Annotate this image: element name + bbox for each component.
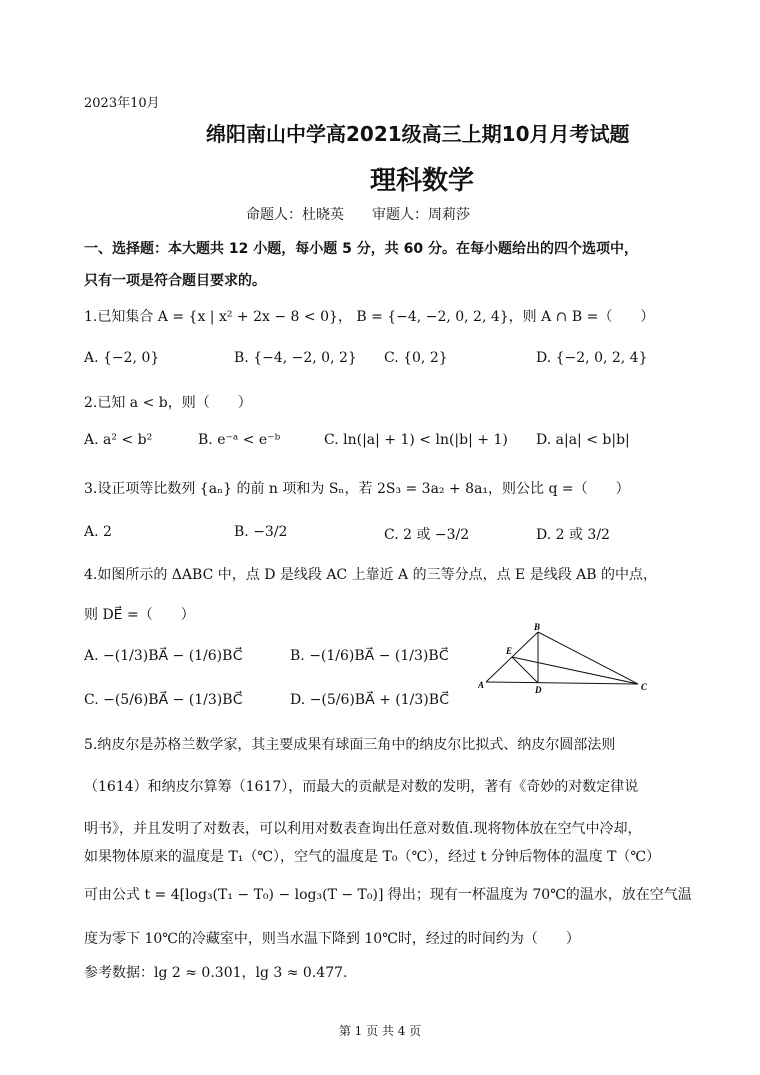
subject-title: 理科数学 <box>370 166 475 196</box>
question-5-reference-data: 参考数据：lg 2 ≈ 0.301，lg 3 ≈ 0.477. <box>84 965 348 981</box>
section-instructions-line1: 一、选择题：本大题共 12 小题，每小题 5 分，共 60 分。在每小题给出的四个选项中， <box>84 241 638 257</box>
label-e: E <box>506 646 513 656</box>
q2-option-c: C. ln(|a| + 1) < ln(|b| + 1) <box>324 432 508 448</box>
q2-option-b: B. e⁻ᵃ < e⁻ᵇ <box>198 432 281 448</box>
q2-option-d: D. a|a| < b|b| <box>536 432 630 448</box>
question-5-line3: 明书》，并且发明了对数表，可以利用对数表查询出任意对数值.现将物体放在空气中冷却， <box>84 821 642 837</box>
q3-option-b: B. −3/2 <box>234 524 288 540</box>
question-1-stem: 1.已知集合 A = {x | x² + 2x − 8 < 0}， B = {−4, −2, 0, 2, 4}，则 A ∩ B =（ ） <box>84 309 655 325</box>
question-3-stem: 3.设正项等比数列 {aₙ} 的前 n 项和为 Sₙ，若 2S₃ = 3a₂ + 8a₁，则公比 q =（ ） <box>84 481 630 497</box>
side-bc <box>538 632 638 684</box>
q3-option-c: C. 2 或 −3/2 <box>384 527 470 543</box>
q1-option-a: A. {−2, 0} <box>84 350 160 366</box>
q4-option-a: A. −(1/3)BA⃗ − (1/6)BC⃗ <box>84 648 243 664</box>
question-5-line1: 5.纳皮尔是苏格兰数学家，其主要成果有球面三角中的纳皮尔比拟式、纳皮尔圆部法则 <box>84 737 616 753</box>
label-b: B <box>534 622 541 632</box>
question-5-line4: 如果物体原来的温度是 T₁（℃），空气的温度是 T₀（℃），经过 t 分钟后物体的温度 T（℃） <box>84 849 661 865</box>
q1-option-d: D. {−2, 0, 2, 4} <box>536 350 648 366</box>
segment-ec <box>512 657 638 684</box>
label-a: A <box>478 680 485 690</box>
q3-option-d: D. 2 或 3/2 <box>536 527 610 543</box>
label-c: C <box>641 682 648 692</box>
question-4-stem-line2: 则 DE⃗ =（ ） <box>84 607 195 623</box>
q2-option-a: A. a² < b² <box>84 432 153 448</box>
question-5-line5: 可由公式 t = 4[log₃(T₁ − T₀) − log₃(T − T₀)] 得出；现有一杯温度为 70℃的温水，放在空气温 <box>84 887 692 903</box>
question-4-stem-line1: 4.如图所示的 ΔABC 中，点 D 是线段 AC 上靠近 A 的三等分点，点 E 是线段 AB 的中点， <box>84 567 658 583</box>
school-title: 绵阳南山中学高2021级高三上期10月月考试题 <box>206 122 630 146</box>
segment-de <box>512 657 538 683</box>
question-5-line2: （1614）和纳皮尔算筹（1617），而最大的贡献是对数的发明，著有《奇妙的对数定律说 <box>84 779 639 795</box>
label-d: D <box>535 685 542 694</box>
q4-option-d: D. −(5/6)BA⃗ + (1/3)BC⃗ <box>290 692 450 708</box>
page-footer: 第 1 页 共 4 页 <box>338 1024 422 1038</box>
triangle-figure <box>478 622 658 694</box>
q4-option-b: B. −(1/6)BA⃗ − (1/3)BC⃗ <box>290 648 449 664</box>
question-5-line6: 度为零下 10℃的冷藏室中，则当水温下降到 10℃时，经过的时间约为（ ） <box>84 931 580 947</box>
q1-option-b: B. {−4, −2, 0, 2} <box>234 350 357 366</box>
section-instructions-line2: 只有一项是符合题目要求的。 <box>84 273 266 289</box>
question-2-stem: 2.已知 a < b，则（ ） <box>84 395 252 411</box>
q4-option-c: C. −(5/6)BA⃗ − (1/3)BC⃗ <box>84 692 243 708</box>
authors-line: 命题人：杜晓英 审题人：周莉莎 <box>246 207 470 223</box>
exam-date: 2023年10月 <box>84 96 160 111</box>
side-ac <box>486 682 638 684</box>
q1-option-c: C. {0, 2} <box>384 350 448 366</box>
q3-option-a: A. 2 <box>84 524 112 540</box>
